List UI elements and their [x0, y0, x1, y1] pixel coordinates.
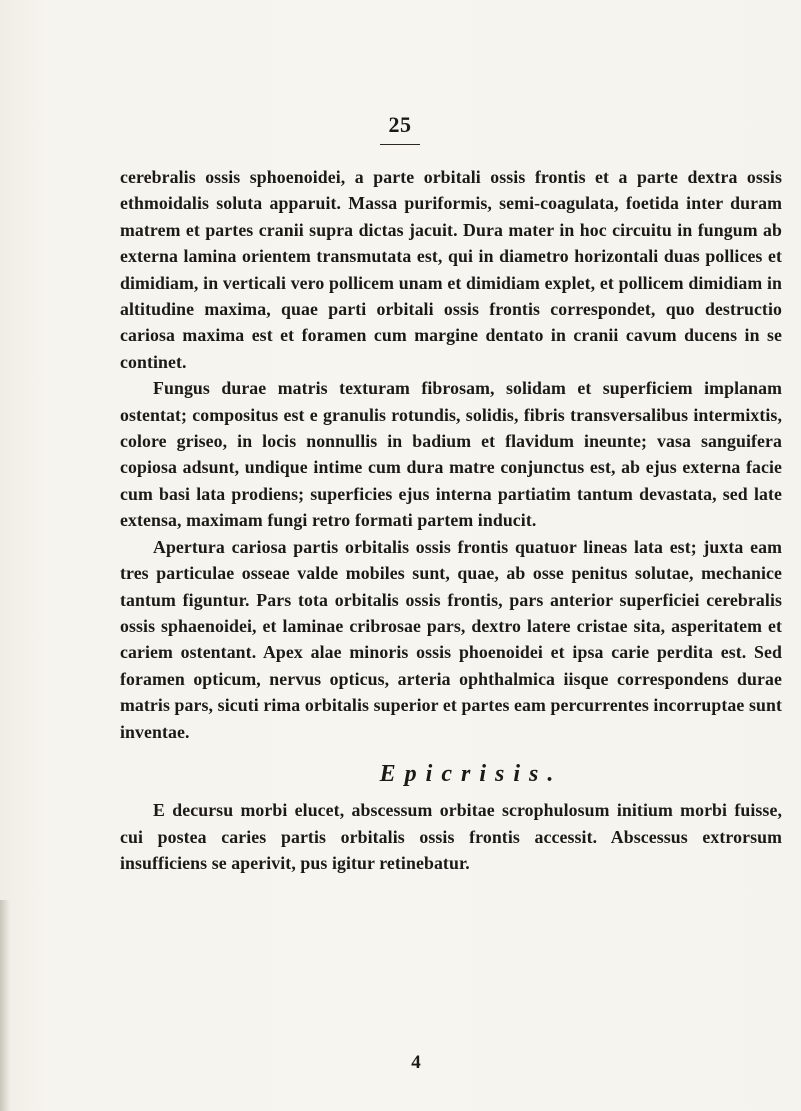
section-heading-epicrisis: Epicrisis. [379, 760, 563, 787]
binding-shadow [0, 900, 10, 1111]
paragraph-apertura: Apertura cariosa partis orbitalis ossis frontis quatuor lineas lata est; juxta eam tres particulae osseae valde mobiles sunt, quae, ab osse penitus solutae, mechanice tantum figuntur. Pars tota orbitalis ossis frontis, pars anterior superficiei cerebralis ossis sphaenoidei, et laminae cribrosae pars, dextro latere cristae sita, asperitatem et cariem ostentant. Apex alae minoris ossis phoenoidei et ipsa carie perdita est. Sed foramen opticum, nervus opticus, arteria ophthalmica iisque correspondens durae matris pars, sicuti rima orbitalis superior et partes eam percurrentes incorruptae sunt inventae. [120, 536, 782, 742]
body-text [120, 164, 782, 877]
paragraph-continuation: cerebralis ossis sphoenoidei, a parte orbitali ossis frontis et a parte dextra ossis ethmoidalis soluta apparuit. Massa puriformis, semi-coagulata, foetida inter duram matrem et partes cranii supra dictas jacuit. Dura mater in hoc circuitu in fungum ab externa lamina orientem transmutata est, qui in diametro horizontali duas pollices et dimidiam, in verticali vero pollicem unam et dimidiam explet, et pollicem dimidiam in altitudine maxima, quae parti orbitali ossis frontis correspondet, quo destructio cariosa maxima est et foramen cum margine dentato in cranii cavum ducens in se continet. [120, 167, 782, 372]
signature-mark: 4 [411, 1052, 421, 1073]
paragraph-epicrisis: E decursu morbi elucet, abscessum orbitae scrophulosum initium morbi fuisse, cui postea caries partis orbitalis ossis frontis accessit. Abscessus extrorsum insufficiens se aperivit, pus igitur retinebatur. [120, 800, 782, 874]
paragraph-fungus: Fungus durae matris texturam fibrosam, solidam et superficiem implanam ostentat; compositus est e granulis rotundis, solidis, fibris transversalibus intermixtis, colore griseo, in locis nonnullis in badium et flavidum ineunte; vasa sanguifera copiosa adsunt, undique intime cum dura matre conjunctus est, ab ejus externa facie cum basi lata prodiens; superficies ejus interna partiatim tantum devastata, sed late extensa, maximam fungi retro formati partem inducit. [120, 378, 782, 531]
page-number: 25 [388, 112, 412, 137]
header-rule [380, 144, 420, 145]
